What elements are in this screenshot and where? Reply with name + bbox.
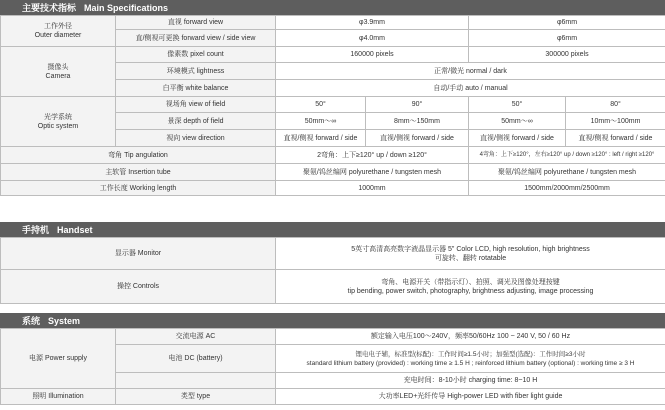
dir-2: 直视/侧视 forward / side	[366, 130, 469, 147]
tip-v2: 4弯角：上下≥120°，左右≥120° up / down ≥120° : left / right ≥120°	[469, 147, 665, 164]
table-row	[1, 16, 665, 30]
dc-value: 锂电电子辅，标准型(标配)：工作时间≥1.5小时；加强型(选配)：工作时间≥3小时 standard lithium battery (provided) : working time ≥ 1.5 H ; reinforced lithium battery (optional) : working time ≥ 3 H	[276, 345, 665, 373]
table-row	[1, 147, 665, 164]
lightness-value: 正常/微光 normal / dark	[276, 63, 665, 80]
section-title-en: Handset	[57, 225, 93, 235]
forward-side-label: 直/侧视可更换 forward view / side view	[116, 30, 276, 47]
dir-3: 直视/侧视 forward / side	[469, 130, 566, 147]
controls-value: 弯角、电源开关（带指示灯）、拍照、调光及图像处理按键 tip bending, power switch, photography, brightness adjusting, image processing	[276, 270, 665, 304]
handset-table	[0, 237, 665, 304]
charging-time: 充电时间：8-10小时 charging time: 8~10 H	[276, 373, 665, 389]
insertion-tube-label: 主软管 Insertion tube	[1, 164, 276, 181]
od-side-v1: φ4.0mm	[276, 30, 469, 47]
forward-view-label: 直视 forward view	[116, 16, 276, 30]
table-row	[1, 97, 665, 113]
main-spec-table	[0, 15, 665, 196]
section-title-en: Main Specifications	[84, 3, 169, 13]
white-balance-label: 白平衡 white balance	[116, 80, 276, 97]
dof-4: 10mm～100mm	[566, 113, 665, 130]
depth-of-field-label: 景深 depth of field	[116, 113, 276, 130]
type-value: 大功率LED+光纤传导 High-power LED with fiber light guide	[276, 389, 665, 405]
table-row	[1, 270, 665, 304]
monitor-label: 显示器 Monitor	[1, 238, 276, 270]
dof-2: 8mm～150mm	[366, 113, 469, 130]
tube-v2: 聚氨/钨丝编网 polyurethane / tungsten mesh	[469, 164, 665, 181]
type-label: 类型 type	[116, 389, 276, 405]
section-title-en: System	[48, 316, 81, 326]
optic-system-label: 光学系统 Optic system	[1, 97, 116, 147]
od-forward-v1: φ3.9mm	[276, 16, 469, 30]
tip-v1: 2弯角：上下≥120° up / down ≥120°	[276, 147, 469, 164]
fov-3: 50°	[469, 97, 566, 113]
dof-3: 50mm～∞	[469, 113, 566, 130]
section-title-zh: 手持机	[22, 225, 50, 235]
dir-1: 直视/侧视 forward / side	[276, 130, 366, 147]
od-side-v2: φ6mm	[469, 30, 665, 47]
dir-4: 直视/侧视 forward / side	[566, 130, 665, 147]
length-v2: 1500mm/2000mm/2500mm	[469, 181, 665, 196]
ac-value: 额定输入电压100～240V，频率50/60Hz 100 ~ 240 V, 50 / 60 Hz	[276, 329, 665, 345]
table-row	[1, 329, 665, 345]
white-balance-value: 自动/手动 auto / manual	[276, 80, 665, 97]
section-header-main	[0, 0, 665, 15]
outer-diameter-label: 工作外径 Outer diameter	[1, 16, 116, 47]
od-forward-v2: φ6mm	[469, 16, 665, 30]
camera-label: 摄像头 Camera	[1, 47, 116, 97]
section-header-handset	[0, 222, 665, 237]
view-direction-label: 视向 view direction	[116, 130, 276, 147]
tube-v1: 聚氨/钨丝编网 polyurethane / tungsten mesh	[276, 164, 469, 181]
system-table	[0, 328, 665, 405]
fov-2: 90°	[366, 97, 469, 113]
section-title-zh: 主要技术指标	[22, 3, 77, 13]
charge-blank	[116, 373, 276, 389]
table-row	[1, 164, 665, 181]
fov-1: 50°	[276, 97, 366, 113]
section-header-system	[0, 313, 665, 328]
pixel-v1: 160000 pixels	[276, 47, 469, 63]
pixel-count-label: 像素数 pixel count	[116, 47, 276, 63]
table-row	[1, 238, 665, 270]
controls-label: 操控 Controls	[1, 270, 276, 304]
illumination-label: 照明 Illumination	[1, 389, 116, 405]
lightness-label: 环境模式 lightness	[116, 63, 276, 80]
dof-1: 50mm～∞	[276, 113, 366, 130]
dc-battery-label: 电池 DC (battery)	[116, 345, 276, 373]
view-of-field-label: 视场角 view of field	[116, 97, 276, 113]
table-row	[1, 47, 665, 63]
length-v1: 1000mm	[276, 181, 469, 196]
working-length-label: 工作长度 Working length	[1, 181, 276, 196]
power-supply-label: 电源 Power supply	[1, 329, 116, 389]
table-row	[1, 389, 665, 405]
pixel-v2: 300000 pixels	[469, 47, 665, 63]
tip-angulation-label: 弯角 Tip angulation	[1, 147, 276, 164]
monitor-value: 5英寸高清高亮数字液晶显示器 5" Color LCD, high resolution, high brightness 可旋转、翻转 rotatable	[276, 238, 665, 270]
fov-4: 80°	[566, 97, 665, 113]
table-row	[1, 181, 665, 196]
section-title-zh: 系统	[22, 316, 41, 326]
ac-label: 交流电源 AC	[116, 329, 276, 345]
